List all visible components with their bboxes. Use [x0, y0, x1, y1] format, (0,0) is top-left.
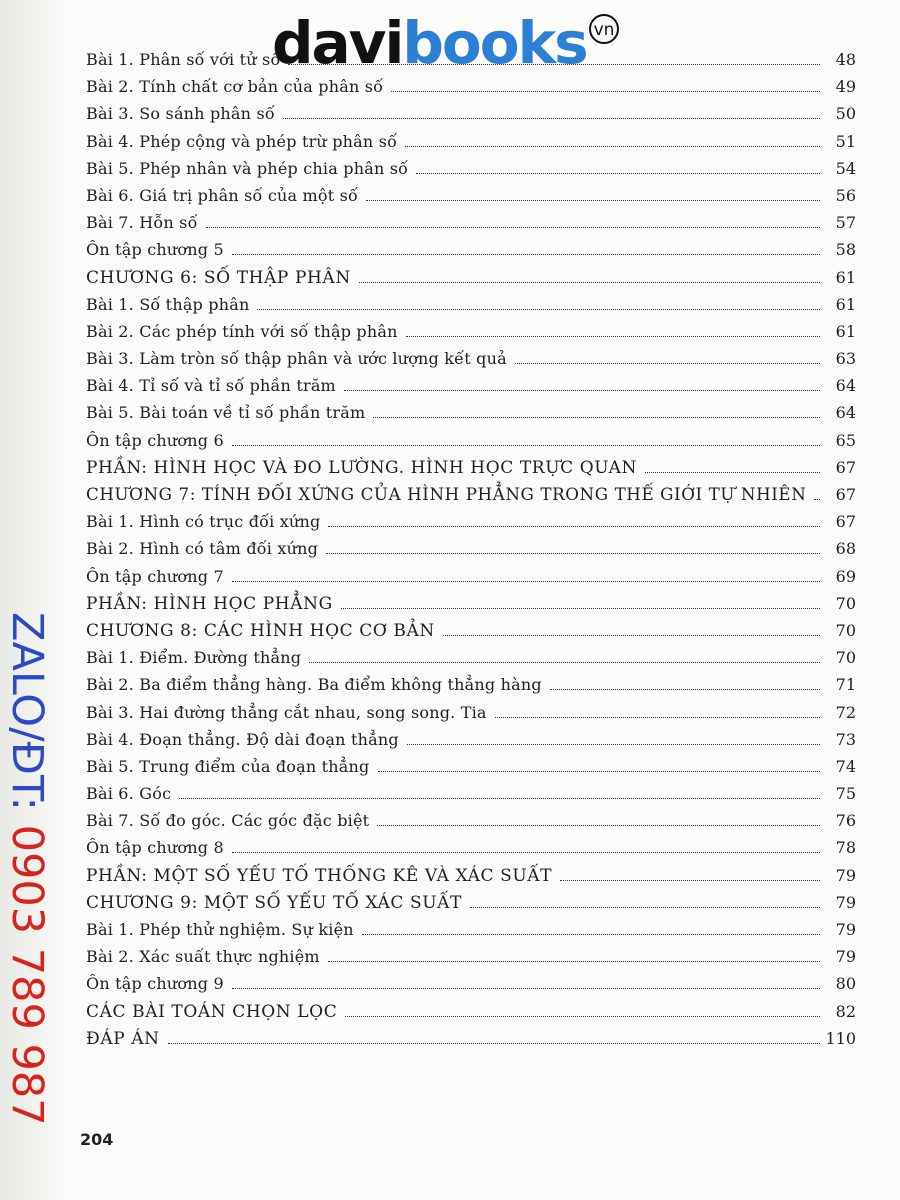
toc-entry-row: [86, 370, 856, 397]
toc-entry-label: Ôn tập chương 9: [86, 974, 224, 994]
toc-dot-leader: [344, 390, 820, 391]
toc-dot-leader: [359, 282, 820, 283]
toc-dot-leader: [416, 173, 820, 174]
toc-page-number: 71: [835, 675, 856, 695]
toc-entry-label: CÁC BÀI TOÁN CHỌN LỌC: [86, 1001, 338, 1022]
toc-entry-row: [86, 669, 856, 696]
toc-dot-leader: [814, 499, 820, 500]
toc-dot-leader: [345, 1016, 820, 1017]
toc-heading-row: [86, 479, 856, 506]
toc-dot-leader: [283, 118, 820, 119]
toc-entry-row: [86, 941, 856, 968]
davibooks-logo: [272, 8, 615, 78]
toc-entry-row: [86, 832, 856, 859]
toc-page-number: 63: [835, 349, 856, 369]
toc-entry-label: Ôn tập chương 8: [86, 838, 224, 858]
toc-entry-row: [86, 180, 856, 207]
toc-page-number: 79: [835, 947, 856, 967]
toc-entry-label: Bài 7. Hỗn số: [86, 213, 198, 233]
toc-heading-row: [86, 615, 856, 642]
toc-page-number: 50: [835, 104, 856, 124]
toc-entry-row: [86, 968, 856, 995]
toc-entry-label: Bài 1. Hình có trục đối xứng: [86, 512, 321, 532]
toc-heading-row: [86, 1023, 856, 1050]
toc-page-number: 79: [835, 920, 856, 939]
toc-dot-leader: [405, 146, 820, 147]
toc-page-number: 51: [835, 131, 856, 151]
toc-dot-leader: [443, 635, 820, 636]
toc-entry-label: Ôn tập chương 5: [86, 240, 224, 260]
toc-heading-row: [86, 887, 856, 914]
toc-entry-row: [86, 397, 856, 424]
toc-page-number: 61: [835, 294, 856, 314]
toc-entry-label: Bài 5. Trung điểm của đoạn thẳng: [86, 756, 370, 776]
toc-dot-leader: [560, 880, 820, 881]
toc-entry-row: [86, 153, 856, 180]
logo-vn-badge: vn: [589, 14, 619, 44]
toc-page-number: 73: [835, 729, 856, 749]
toc-dot-leader: [328, 526, 820, 527]
toc-entry-label: Bài 7. Số đo góc. Các góc đặc biệt: [86, 811, 370, 831]
toc-entry-row: [86, 561, 856, 588]
toc-entry-label: Ôn tập chương 7: [86, 566, 224, 586]
toc-dot-leader: [495, 717, 820, 718]
toc-page-number: 67: [835, 457, 856, 477]
toc-entry-row: [86, 343, 856, 370]
toc-entry-row: [86, 425, 856, 452]
toc-dot-leader: [179, 798, 820, 799]
toc-dot-leader: [645, 472, 820, 473]
toc-entry-label: Bài 4. Tỉ số và tỉ số phần trăm: [86, 376, 336, 396]
toc-page-number: 64: [835, 376, 856, 396]
toc-entry-row: [86, 642, 856, 669]
toc-entry-row: [86, 207, 856, 234]
toc-entry-label: Bài 6. Góc: [86, 784, 172, 804]
toc-page-number: 67: [835, 485, 856, 504]
toc-page-number: 79: [835, 865, 856, 885]
toc-entry-label: PHẦN: HÌNH HỌC PHẲNG: [86, 593, 333, 614]
toc-entry-label: Bài 3. So sánh phân số: [86, 104, 275, 124]
toc-entry-label: Bài 6. Giá trị phân số của một số: [86, 185, 359, 205]
toc-dot-leader: [257, 309, 820, 310]
toc-dot-leader: [206, 227, 820, 228]
toc-entry-label: Bài 2. Hình có tâm đối xứng: [86, 539, 319, 559]
toc-entry-row: [86, 724, 856, 751]
toc-dot-leader: [515, 363, 820, 364]
toc-entry-row: [86, 506, 856, 533]
table-of-contents: [86, 44, 856, 1050]
toc-dot-leader: [378, 771, 820, 772]
toc-entry-label: CHƯƠNG 6: SỐ THẬP PHÂN: [86, 267, 351, 288]
contact-watermark: [2, 612, 52, 1126]
toc-entry-label: ĐÁP ÁN: [86, 1028, 160, 1049]
toc-entry-row: [86, 751, 856, 778]
toc-entry-label: CHƯƠNG 8: CÁC HÌNH HỌC CƠ BẢN: [86, 620, 435, 641]
toc-entry-label: CHƯƠNG 7: TÍNH ĐỐI XỨNG CỦA HÌNH PHẲNG TRONG THẾ GIỚI TỰ NHIÊN: [86, 485, 807, 505]
toc-dot-leader: [328, 961, 820, 962]
toc-entry-label: Bài 2. Tính chất cơ bản của phân số: [86, 77, 384, 97]
toc-dot-leader: [309, 662, 820, 663]
toc-dot-leader: [232, 445, 820, 446]
toc-page-number: 65: [835, 430, 856, 450]
toc-page-number: 110: [825, 1028, 856, 1048]
toc-page-number: 57: [835, 213, 856, 233]
toc-page-number: 80: [835, 974, 856, 994]
toc-dot-leader: [362, 934, 820, 935]
toc-page-number: 67: [835, 512, 856, 532]
toc-entry-label: PHẦN: HÌNH HỌC VÀ ĐO LƯỜNG. HÌNH HỌC TRỰC QUAN: [86, 457, 638, 478]
toc-entry-label: Bài 2. Các phép tính với số thập phân: [86, 321, 398, 341]
toc-page-number: 74: [835, 756, 856, 776]
toc-page-number: 68: [835, 539, 856, 559]
toc-page-number: 61: [835, 267, 856, 287]
toc-entry-label: Bài 3. Làm tròn số thập phân và ước lượng kết quả: [86, 349, 507, 369]
contact-phone: 0903 789 987: [2, 824, 52, 1126]
toc-dot-leader: [326, 553, 820, 554]
toc-entry-label: Ôn tập chương 6: [86, 430, 224, 450]
toc-page-number: 64: [835, 403, 856, 423]
page-number: 204: [80, 1130, 114, 1149]
toc-page-number: 82: [835, 1001, 856, 1021]
toc-dot-leader: [366, 200, 820, 201]
toc-page-number: 70: [835, 648, 856, 668]
toc-page-number: 78: [835, 838, 856, 858]
toc-entry-label: Bài 1. Phân số với tử số: [86, 50, 281, 69]
toc-dot-leader: [373, 417, 820, 418]
toc-entry-row: [86, 126, 856, 153]
toc-dot-leader: [168, 1043, 820, 1044]
toc-heading-row: [86, 452, 856, 479]
toc-page-number: 61: [835, 321, 856, 341]
toc-dot-leader: [550, 689, 820, 690]
toc-entry-label: Bài 1. Phép thử nghiệm. Sự kiện: [86, 920, 354, 939]
contact-label: ZALO/ĐT:: [2, 612, 52, 825]
toc-entry-label: CHƯƠNG 9: MỘT SỐ YẾU TỐ XÁC SUẤT: [86, 892, 462, 913]
toc-entry-row: [86, 98, 856, 125]
toc-page-number: 58: [835, 240, 856, 260]
toc-entry-row: [86, 289, 856, 316]
toc-dot-leader: [232, 988, 820, 989]
toc-page-number: 75: [835, 784, 856, 804]
toc-heading-row: [86, 262, 856, 289]
toc-page-number: 70: [835, 593, 856, 613]
toc-entry-row: [86, 697, 856, 724]
toc-entry-label: Bài 4. Phép cộng và phép trừ phân số: [86, 131, 398, 151]
toc-entry-label: Bài 5. Phép nhân và phép chia phân số: [86, 158, 409, 178]
toc-page-number: 54: [835, 158, 856, 178]
toc-page-number: 70: [835, 620, 856, 640]
toc-entry-label: Bài 1. Số thập phân: [86, 294, 250, 314]
toc-entry-label: Bài 4. Đoạn thẳng. Độ dài đoạn thẳng: [86, 729, 399, 749]
toc-page-number: 48: [835, 50, 856, 69]
toc-entry-row: [86, 914, 856, 941]
toc-page-number: 56: [835, 185, 856, 205]
toc-entry-label: Bài 1. Điểm. Đường thẳng: [86, 648, 302, 668]
toc-page-number: 69: [835, 566, 856, 586]
toc-dot-leader: [232, 254, 820, 255]
toc-dot-leader: [232, 581, 820, 582]
toc-entry-label: Bài 5. Bài toán về tỉ số phần trăm: [86, 403, 366, 423]
logo-text-accent: books: [402, 9, 587, 77]
toc-dot-leader: [377, 825, 820, 826]
toc-entry-row: [86, 805, 856, 832]
toc-entry-row: [86, 234, 856, 261]
toc-heading-row: [86, 996, 856, 1023]
toc-entry-row: [86, 316, 856, 343]
toc-page-number: 76: [835, 811, 856, 831]
toc-entry-label: Bài 3. Hai đường thẳng cắt nhau, song song. Tia: [86, 702, 487, 722]
toc-entry-label: Bài 2. Ba điểm thẳng hàng. Ba điểm không thẳng hàng: [86, 675, 542, 695]
toc-page-number: 72: [835, 702, 856, 722]
toc-dot-leader: [470, 907, 820, 908]
toc-dot-leader: [406, 336, 820, 337]
toc-heading-row: [86, 860, 856, 887]
toc-dot-leader: [391, 91, 820, 92]
toc-heading-row: [86, 588, 856, 615]
toc-dot-leader: [341, 608, 820, 609]
toc-dot-leader: [407, 744, 820, 745]
toc-page-number: 49: [835, 77, 856, 97]
logo-text-main: davi: [272, 9, 403, 77]
toc-entry-label: PHẦN: MỘT SỐ YẾU TỐ THỐNG KÊ VÀ XÁC SUẤT: [86, 865, 553, 886]
toc-entry-label: Bài 2. Xác suất thực nghiệm: [86, 947, 320, 967]
toc-entry-row: [86, 778, 856, 805]
toc-page-number: 79: [835, 892, 856, 912]
toc-dot-leader: [232, 852, 820, 853]
toc-entry-row: [86, 533, 856, 560]
